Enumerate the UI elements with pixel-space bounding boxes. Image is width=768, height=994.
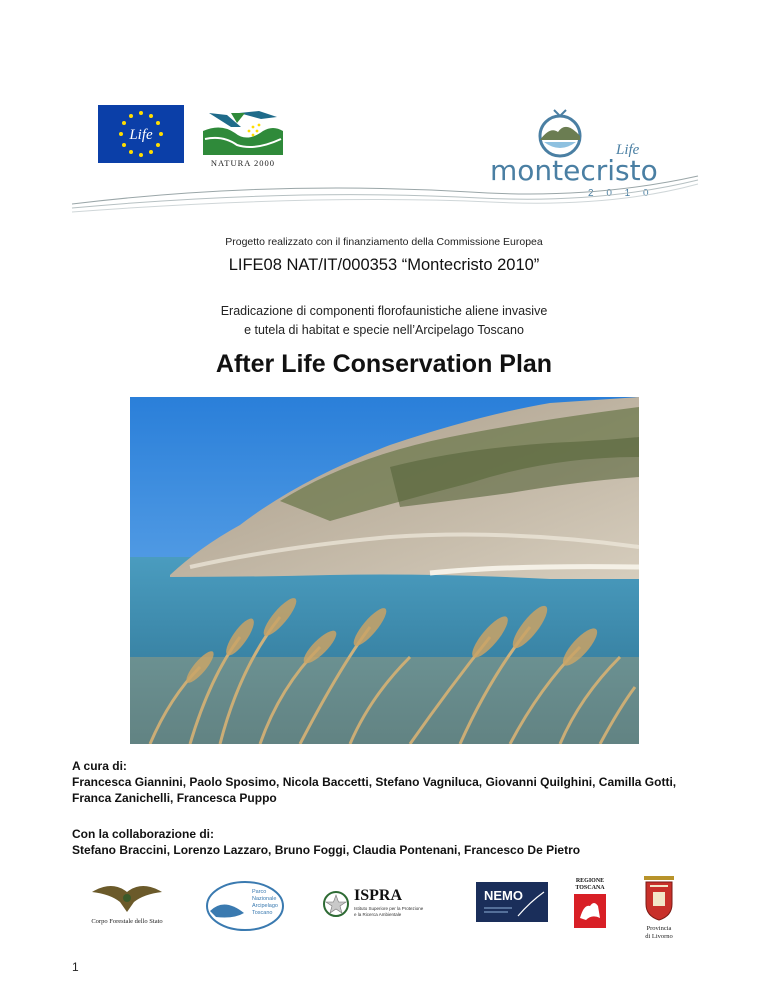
eu-life-logo <box>98 105 184 163</box>
montecristo-life: Life <box>616 142 640 158</box>
parco-l1: Parco <box>252 889 267 895</box>
ispra-label: ISPRA <box>354 887 403 904</box>
livorno-l1: Provincia <box>646 925 672 932</box>
toscana-l1: REGIONE <box>575 878 605 884</box>
subtitle-line-1: Eradicazione di componenti florofaunistiche aliene invasive <box>220 304 548 318</box>
project-subtitle <box>0 302 768 340</box>
subtitle-line-2: e tutela di habitat e specie nell’Arcipelago Toscano <box>244 323 524 337</box>
authors-line-1: Francesca Giannini, Paolo Sposimo, Nicola Baccetti, Stefano Vagniluca, Giovanni Quilghini, Camilla Gotti, <box>72 775 677 789</box>
document-title: After Life Conservation Plan <box>215 350 553 378</box>
provincia-livorno-logo <box>636 870 682 940</box>
montecristo-name: montecristo <box>490 154 658 187</box>
parco-l3: Arcipelago <box>252 903 278 909</box>
cfs-label: Corpo Forestale dello Stato <box>91 918 163 925</box>
ispra-sub-2: e la Ricerca Ambientale <box>354 912 402 917</box>
header-swoosh <box>70 170 700 216</box>
livorno-l2: di Livorno <box>645 933 673 940</box>
authors-label: A cura di: <box>72 759 127 773</box>
ispra-sub-1: Istituto Superiore per la Protezione <box>354 906 424 911</box>
parco-logo <box>204 879 286 933</box>
collaborators-label: Con la collaborazione di: <box>72 827 215 841</box>
page-number: 1 <box>72 960 79 974</box>
natura-2000-logo <box>201 105 285 169</box>
parco-l2: Nazionale <box>252 896 277 902</box>
project-code: LIFE08 NAT/IT/000353 “Montecristo 2010” <box>228 256 540 274</box>
parco-l4: Toscano <box>252 910 273 916</box>
collaborators-names: Stefano Braccini, Lorenzo Lazzaro, Bruno Foggi, Claudia Pontenani, Francesco De Pietro <box>72 843 581 857</box>
natura-label: NATURA 2000 <box>210 158 276 168</box>
ispra-logo <box>322 880 446 924</box>
funding-note: Progetto realizzato con il finanziamento della Commissione Europea <box>225 236 543 248</box>
eu-life-label: Life <box>129 127 153 143</box>
cfs-logo <box>82 878 172 926</box>
montecristo-year: 2 0 1 0 <box>588 188 654 198</box>
toscana-l2: TOSCANA <box>575 885 605 891</box>
nemo-logo <box>476 882 548 922</box>
nemo-label: NEMO <box>484 888 523 903</box>
authors-line-2: Franca Zanichelli, Francesca Puppo <box>72 791 277 805</box>
regione-toscana-logo <box>568 876 612 930</box>
cover-photo <box>130 397 639 744</box>
